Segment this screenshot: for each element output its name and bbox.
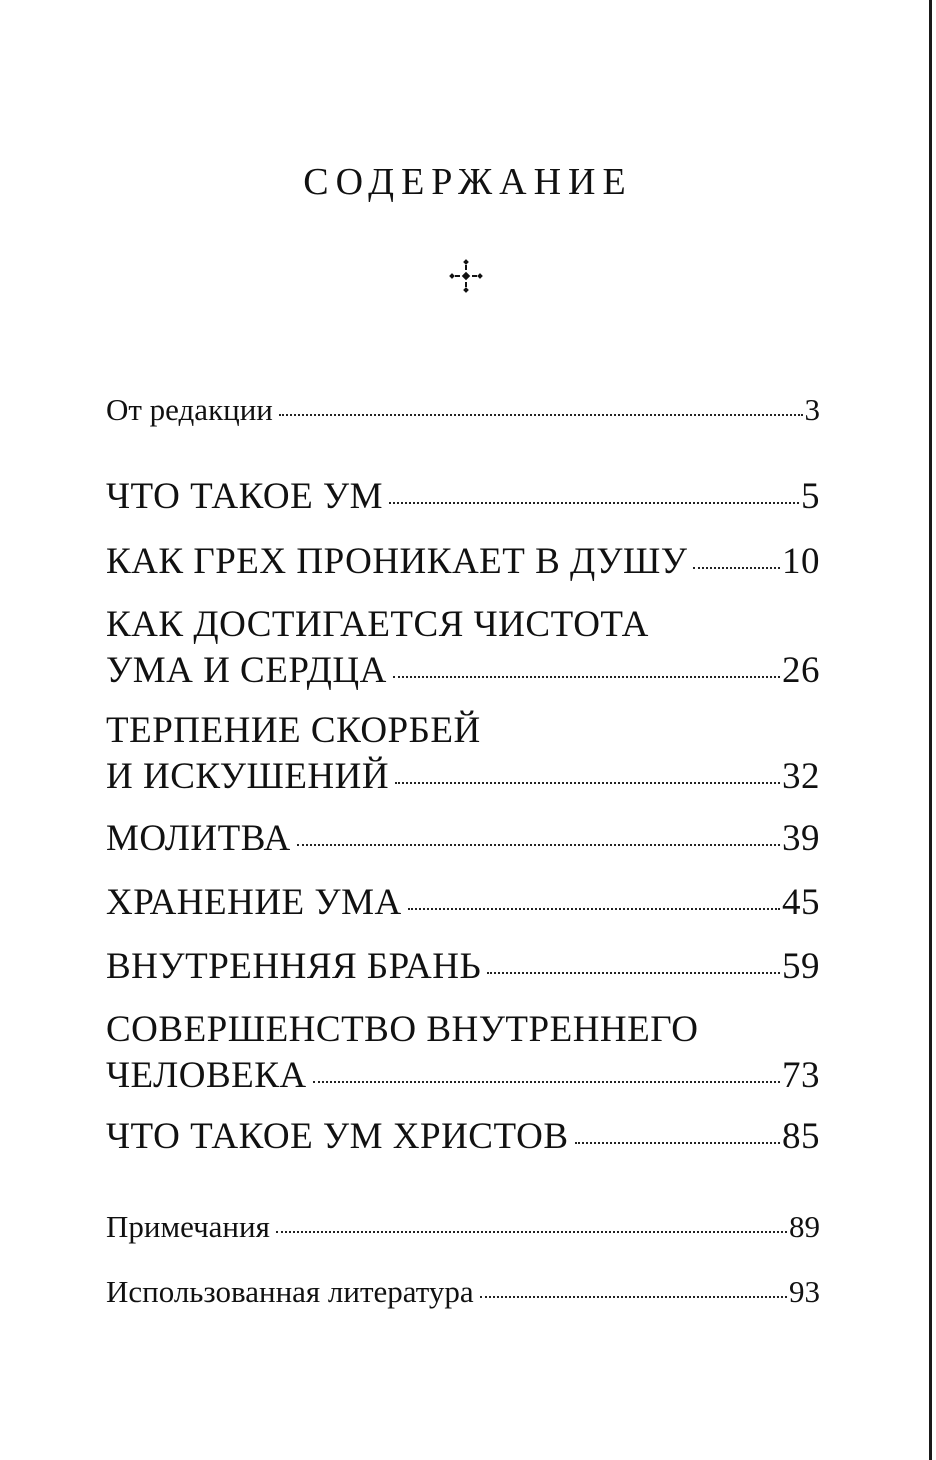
toc-entry-title-line1: ТЕРПЕНИЕ СКОРБЕЙ bbox=[106, 710, 481, 751]
toc-entry-title: ЧТО ТАКОЕ УМ bbox=[106, 476, 384, 517]
toc-page-number: 5 bbox=[801, 476, 820, 517]
toc-entry-guarding-mind[interactable] bbox=[106, 884, 820, 921]
dot-leader bbox=[279, 414, 803, 416]
cross-ornament-icon bbox=[446, 256, 486, 296]
toc-entry-bibliography[interactable] bbox=[106, 1276, 820, 1307]
dot-leader bbox=[408, 908, 780, 910]
toc-entry-patience[interactable] bbox=[106, 712, 820, 795]
toc-page-number: 39 bbox=[782, 818, 820, 859]
dot-leader bbox=[297, 844, 780, 846]
toc-page-number: 32 bbox=[782, 756, 820, 797]
dot-leader bbox=[480, 1296, 787, 1298]
toc-entry-title-line1: КАК ДОСТИГАЕТСЯ ЧИСТОТА bbox=[106, 604, 649, 645]
dot-leader bbox=[487, 972, 780, 974]
toc-page-number: 45 bbox=[782, 882, 820, 923]
toc-page-number: 73 bbox=[782, 1055, 820, 1096]
page-edge-line bbox=[929, 0, 932, 1460]
dot-leader bbox=[693, 567, 780, 569]
toc-entry-title: ВНУТРЕННЯЯ БРАНЬ bbox=[106, 946, 482, 987]
toc-page-number: 85 bbox=[782, 1116, 820, 1157]
toc-page-number: 10 bbox=[782, 541, 820, 582]
toc-entry-editorial[interactable] bbox=[106, 394, 820, 425]
toc-entry-title: И ИСКУШЕНИЙ bbox=[106, 756, 390, 797]
toc-entry-notes[interactable] bbox=[106, 1211, 820, 1242]
dot-leader bbox=[389, 502, 799, 504]
toc-page-number: 89 bbox=[789, 1209, 820, 1244]
toc-entry-title: УМА И СЕРДЦА bbox=[106, 650, 387, 691]
toc-page-number: 26 bbox=[782, 650, 820, 691]
toc-entry-what-is-mind[interactable] bbox=[106, 478, 820, 515]
toc-page-number: 3 bbox=[804, 392, 820, 427]
dot-leader bbox=[276, 1231, 787, 1233]
toc-entry-purity-of-mind[interactable] bbox=[106, 606, 820, 689]
toc-entry-title: От редакции bbox=[106, 392, 273, 427]
toc-entry-mind-of-christ[interactable] bbox=[106, 1118, 820, 1155]
toc-entry-inner-warfare[interactable] bbox=[106, 948, 820, 985]
toc-entry-title: ХРАНЕНИЕ УМА bbox=[106, 882, 402, 923]
toc-entry-title: КАК ГРЕХ ПРОНИКАЕТ В ДУШУ bbox=[106, 541, 688, 582]
dot-leader bbox=[395, 782, 780, 784]
dot-leader bbox=[393, 676, 780, 678]
toc-entry-sin-enters-soul[interactable] bbox=[106, 543, 820, 580]
dot-leader bbox=[313, 1081, 780, 1083]
toc-entry-prayer[interactable] bbox=[106, 820, 820, 857]
toc-entry-title-line1: СОВЕРШЕНСТВО ВНУТРЕННЕГО bbox=[106, 1009, 699, 1050]
toc-entry-title: Использованная литература bbox=[106, 1274, 474, 1309]
toc-entry-inner-man-perfection[interactable] bbox=[106, 1011, 820, 1094]
toc-entry-title: Примечания bbox=[106, 1209, 270, 1244]
toc-entry-title: ЧТО ТАКОЕ УМ ХРИСТОВ bbox=[106, 1116, 569, 1157]
contents-heading: СОДЕРЖАНИЕ bbox=[303, 161, 633, 203]
toc-entry-title: ЧЕЛОВЕКА bbox=[106, 1055, 307, 1096]
toc-entry-title: МОЛИТВА bbox=[106, 818, 291, 859]
toc-page-number: 93 bbox=[789, 1274, 820, 1309]
toc-page-number: 59 bbox=[782, 946, 820, 987]
dot-leader bbox=[575, 1142, 781, 1144]
